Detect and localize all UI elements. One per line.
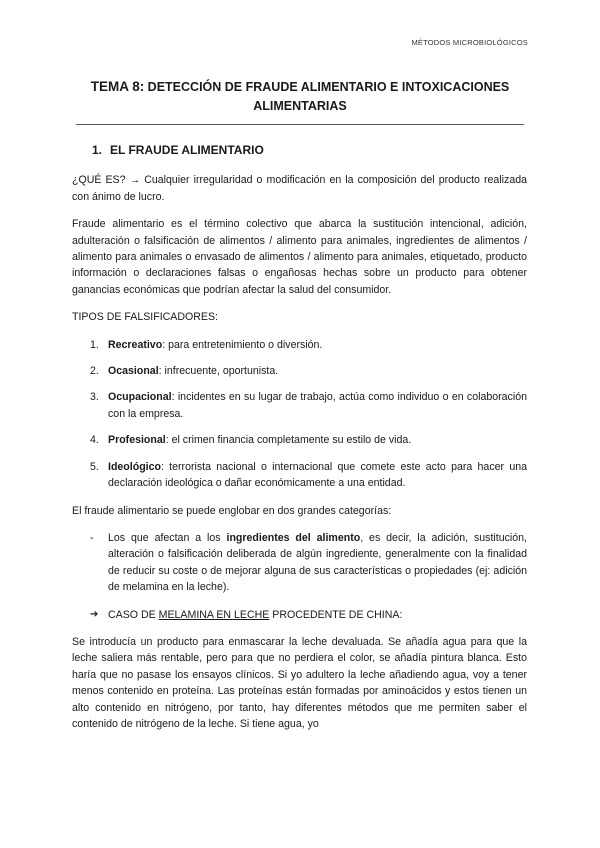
title-line-1: DETECCIÓN DE FRAUDE ALIMENTARIO E INTOXICACIONES	[144, 80, 510, 94]
list-number: 1.	[90, 338, 99, 351]
list-item	[72, 337, 527, 353]
caso-text: CASO DE	[108, 608, 159, 621]
categorias-list	[72, 530, 527, 596]
paragraph-categorias-intro: El fraude alimentario se puede englobar en dos grandes categorías:	[72, 504, 392, 517]
list-desc: : para entretenimiento o diversión.	[162, 338, 323, 351]
title-line-2: ALIMENTARIAS	[253, 99, 347, 113]
section-title: EL FRAUDE ALIMENTARIO	[110, 143, 264, 157]
list-term: ingredientes del alimento	[226, 531, 361, 544]
arrow-icon: ➔	[90, 608, 99, 620]
paragraph-definicion: Fraude alimentario es el término colectivo que abarca la sustitución intencional, adición, adulteración o falsificación de alimentos / alimento para animales, ingredientes de alimentos / alimento para animales o envasado de alimentos / alimento para animales, etiquetado, producto información o declaraciones falsas o engañosas hechas sobre un producto para obtener ganancias económicas que podrían afectar la salud del consumidor.	[72, 218, 527, 296]
paragraph-que-es: ¿QUÉ ES? → Cualquier irregularidad o modificación en la composición del producto realizada con ánimo de lucro.	[72, 174, 527, 203]
caso-underlined: MELAMINA EN LECHE	[158, 608, 270, 621]
list-number: 5.	[90, 460, 99, 473]
list-desc: : incidentes en su lugar de trabajo, actúa como individuo o en colaboración con la empresa.	[108, 391, 527, 420]
list-item	[72, 459, 527, 492]
list-desc: : terrorista nacional o internacional que comete este acto para hacer una declaración ideológica o dañar económicamente a una entidad.	[108, 460, 527, 490]
list-item	[72, 432, 527, 448]
list-desc: : infrecuente, oportunista.	[158, 365, 279, 378]
list-dash: -	[90, 531, 94, 544]
list-item	[72, 530, 527, 596]
paragraph-melamina: Se introducía un producto para enmascarar la leche devaluada. Se añadía agua para que la leche saliera más rentable, pero para que no perdiera el color, se añadía pintura blanca. Esto haría que no pasase los ensayos clínicos. Si yo adultero la leche añadiendo agua, voy a tener menos contenido en proteína. Las proteínas están formadas por aminoácidos y estos tienen un alto contenido en nitrógeno, por tanto, hay diferentes métodos que me permiten saber el contenido de nitrógeno de la leche. Si tiene agua, yo	[72, 635, 527, 730]
tipos-list	[72, 337, 527, 492]
caso-heading	[72, 607, 527, 623]
section-heading	[92, 142, 527, 158]
list-text: , es decir, la adición, sustitución, alteración o falsificación deliberada de algún ingrediente, generalmente con la finalidad de reducir su coste o de mejorar alguna de sus características o propiedades (ej: adición de melamina en la leche).	[108, 531, 527, 594]
list-desc: : el crimen financia completamente su estilo de vida.	[165, 434, 412, 447]
list-number: 3.	[90, 391, 99, 404]
document-title	[72, 77, 528, 116]
list-text: Los que afectan a los	[108, 531, 227, 544]
list-term: Ocupacional	[108, 391, 172, 404]
list-term: Ocasional	[108, 365, 159, 378]
running-header: MÉTODOS MICROBIOLÓGICOS	[411, 38, 528, 47]
list-number: 4.	[90, 434, 99, 447]
list-term: Ideológico	[108, 460, 161, 473]
list-item	[72, 363, 527, 379]
document-body	[72, 142, 527, 743]
title-divider	[76, 124, 524, 125]
section-number: 1.	[92, 143, 103, 157]
caso-text: PROCEDENTE DE CHINA:	[269, 608, 403, 621]
title-number: TEMA 8:	[90, 79, 145, 94]
list-item	[72, 389, 527, 422]
list-number: 2.	[90, 365, 99, 378]
list-term: Profesional	[108, 434, 166, 447]
list-term: Recreativo	[108, 338, 163, 351]
paragraph-tipos-label: TIPOS DE FALSIFICADORES:	[72, 311, 218, 324]
